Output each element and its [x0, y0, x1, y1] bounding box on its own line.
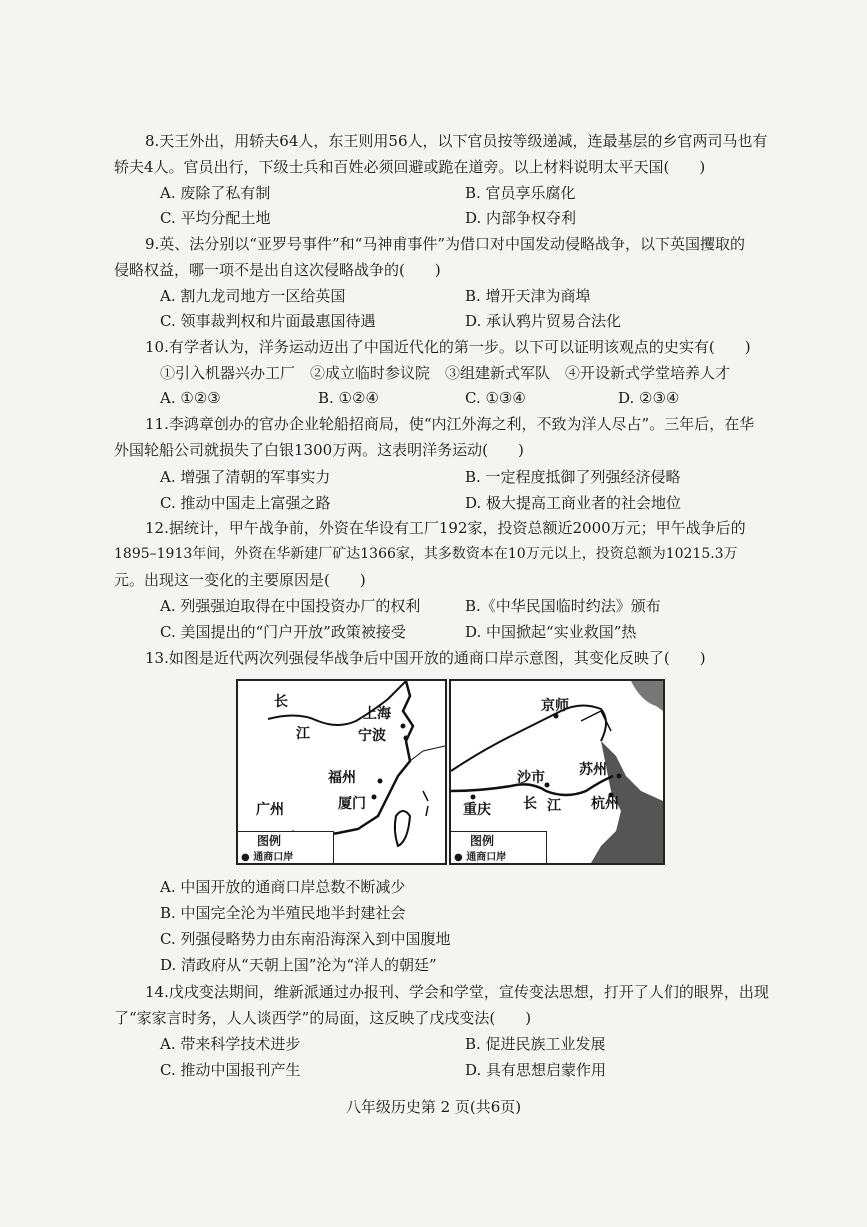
q12-stem-line3: 元。出现这一变化的主要原因是( )	[114, 571, 366, 589]
map2-label-jiang: 江	[547, 798, 561, 814]
map1-label-shanghai: 上海	[363, 706, 391, 722]
q13-option-d: D. 清政府从“天朝上国”沦为“洋人的朝廷”	[160, 956, 437, 974]
q14-stem-line1: 14.戊戌变法期间，维新派通过办报刊、学会和学堂，宣传变法思想，打开了人们的眼界，出现	[145, 983, 769, 1001]
q14-option-b: B. 促进民族工业发展	[465, 1035, 606, 1053]
q8-option-c: C. 平均分配土地	[160, 209, 271, 227]
q10-option-d: D. ②③④	[618, 389, 680, 407]
map1-legend	[236, 831, 334, 865]
q12-option-c: C. 美国提出的“门户开放”政策被接受	[160, 623, 406, 641]
map2-label-hangzhou: 杭州	[591, 796, 619, 812]
q14-option-a: A. 带来科学技术进步	[160, 1035, 301, 1053]
q11-option-b: B. 一定程度抵御了列强经济侵略	[465, 468, 681, 486]
q13-stem-line1: 13.如图是近代两次列强侵华战争后中国开放的通商口岸示意图，其变化反映了( )	[145, 649, 706, 667]
q11-option-d: D. 极大提高工商业者的社会地位	[465, 494, 682, 512]
q10-option-c: C. ①③④	[465, 389, 526, 407]
map1-label-fuzhou: 福州	[328, 770, 356, 786]
map1-label-chang: 长	[274, 694, 288, 710]
map1-legend-item: ● 通商口岸	[241, 852, 294, 863]
q8-stem-line2: 轿夫4人。官员出行，下级士兵和百姓必须回避或跪在道旁。以上材料说明太平天国( )	[114, 158, 706, 176]
q8-option-d: D. 内部争权夺利	[465, 209, 577, 227]
q11-option-c: C. 推动中国走上富强之路	[160, 494, 331, 512]
q9-option-a: A. 割九龙司地方一区给英国	[160, 287, 346, 305]
q10-stem-line1: 10.有学者认为，洋务运动迈出了中国近代化的第一步。以下可以证明该观点的史实有( )	[145, 338, 751, 356]
q12-option-a: A. 列强强迫取得在中国投资办厂的权利	[160, 597, 421, 615]
map2-label-suzhou: 苏州	[579, 762, 607, 778]
q12-option-b: B.《中华民国临时约法》颁布	[465, 597, 661, 615]
q10-stem-line2: ①引入机器兴办工厂 ②成立临时参议院 ③组建新式军队 ④开设新式学堂培养人才	[160, 364, 731, 382]
q13-option-a: A. 中国开放的通商口岸总数不断减少	[160, 878, 406, 896]
q11-option-a: A. 增强了清朝的军事实力	[160, 468, 331, 486]
map1-label-ningbo: 宁波	[358, 728, 386, 744]
map2-label-shashi: 沙市	[517, 770, 545, 786]
map2-label-chongqing: 重庆	[463, 802, 491, 818]
q8-option-b: B. 官员享乐腐化	[465, 184, 576, 202]
map2-legend	[449, 831, 547, 865]
q11-stem-line2: 外国轮船公司就损失了白银1300万两。这表明洋务运动( )	[114, 441, 524, 459]
treaty-ports-map-2	[449, 679, 665, 865]
q12-option-d: D. 中国掀起“实业救国”热	[465, 623, 637, 641]
q13-option-c: C. 列强侵略势力由东南沿海深入到中国腹地	[160, 930, 451, 948]
q8-stem-line1: 8.天王外出，用轿夫64人，东王则用56人，以下官员按等级递减，连最基层的乡官两司马也有	[145, 132, 768, 150]
q12-stem-line2: 1895–1913年间，外资在华新建厂矿达1366家，其多数资本在10万元以上，投资总额为10215.3万	[114, 546, 738, 562]
q13-option-b: B. 中国完全沦为半殖民地半封建社会	[160, 904, 406, 922]
q14-option-d: D. 具有思想启蒙作用	[465, 1061, 607, 1079]
map1-label-jiang: 江	[296, 726, 310, 742]
map2-label-jingshi: 京师	[541, 698, 569, 714]
q14-stem-line2: 了“家家言时务，人人谈西学”的局面，这反映了戊戌变法( )	[114, 1009, 532, 1027]
q10-option-b: B. ①②④	[318, 389, 379, 407]
q8-option-a: A. 废除了私有制	[160, 184, 271, 202]
page-footer: 八年级历史第 2 页(共6页)	[345, 1098, 522, 1116]
q12-stem-line1: 12.据统计，甲午战争前，外资在华设有工厂192家，投资总额近2000万元；甲午战争后的	[145, 519, 746, 537]
q11-stem-line1: 11.李鸿章创办的官办企业轮船招商局，使“内江外海之利，不致为洋人尽占”。三年后，在华	[145, 415, 755, 433]
q14-option-c: C. 推动中国报刊产生	[160, 1061, 301, 1079]
map2-legend-item: ● 通商口岸	[454, 852, 507, 863]
treaty-ports-map-1	[236, 679, 447, 865]
q9-option-c: C. 领事裁判权和片面最惠国待遇	[160, 312, 376, 330]
map2-label-chang: 长	[523, 796, 537, 812]
q9-stem-line1: 9.英、法分别以“亚罗号事件”和“马神甫事件”为借口对中国发动侵略战争，以下英国攫取的	[145, 235, 745, 253]
map1-label-guangzhou: 广州	[256, 802, 284, 818]
map1-label-xiamen: 厦门	[338, 796, 366, 812]
q9-option-d: D. 承认鸦片贸易合法化	[465, 312, 622, 330]
q10-option-a: A. ①②③	[160, 389, 221, 407]
q9-option-b: B. 增开天津为商埠	[465, 287, 591, 305]
q9-stem-line2: 侵略权益，哪一项不是出自这次侵略战争的( )	[114, 261, 441, 279]
map1-legend-title: 图例	[257, 834, 282, 848]
map2-legend-title: 图例	[470, 834, 495, 848]
